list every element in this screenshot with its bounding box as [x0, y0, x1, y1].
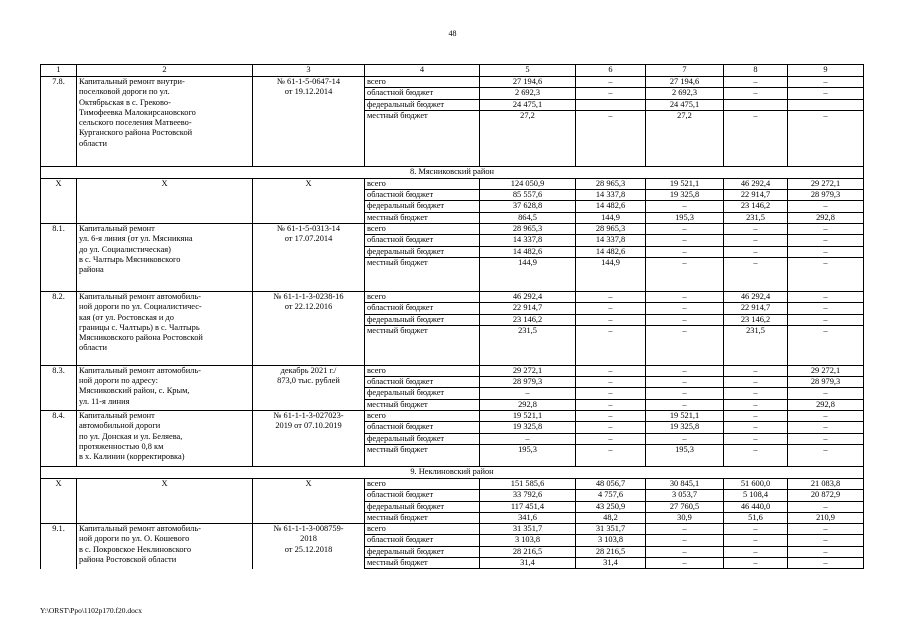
item-name-line: Капитальный ремонт автомобиль-	[79, 365, 201, 375]
document-ref-line: 2019 от 07.10.2019	[275, 421, 342, 431]
item-name-line: района	[79, 265, 104, 275]
value-cell: 3 103,8	[576, 535, 646, 546]
value-cell: 33 792,6	[480, 490, 576, 501]
value-cell: 85 557,6	[480, 190, 576, 201]
value-cell: –	[788, 325, 864, 365]
value-cell: –	[480, 433, 576, 444]
value-cell: –	[646, 388, 724, 399]
item-name-line: Капитальный ремонт внутри-	[79, 77, 185, 86]
item-name-line: границы с. Чалтырь) в с. Чалтырь	[79, 322, 200, 332]
value-cell: –	[646, 558, 724, 569]
budget-type: местный бюджет	[365, 110, 480, 166]
value-cell: 14 337,8	[576, 190, 646, 201]
document-ref	[253, 524, 365, 569]
table-row	[41, 178, 864, 189]
value-cell: 231,5	[724, 212, 788, 223]
item-name	[77, 365, 253, 410]
value-cell: 124 050,9	[480, 178, 576, 189]
district-row	[41, 166, 864, 178]
document-ref: Х	[253, 478, 365, 523]
item-number: 7.8.	[41, 77, 77, 167]
item-name-line: протяженностью 0,8 км	[79, 441, 164, 451]
value-cell: –	[724, 558, 788, 569]
value-cell: 144,9	[480, 257, 576, 291]
value-cell: –	[788, 535, 864, 546]
value-cell: 24 475,1	[646, 99, 724, 110]
document-ref	[253, 365, 365, 410]
document-ref-line: 873,0 тыс. рублей	[277, 376, 340, 386]
item-name	[77, 411, 253, 467]
item-name-line: в с. Чалтырь Мясниковского	[79, 254, 181, 264]
header-cell: 2	[77, 65, 253, 77]
district-title: 9. Неклиновский район	[41, 466, 864, 478]
value-cell: –	[724, 399, 788, 410]
value-cell: –	[788, 291, 864, 302]
item-name-line: ной дороги по ул. О. Кошевого	[79, 534, 190, 544]
value-cell: 27 194,6	[646, 77, 724, 88]
value-cell: 231,5	[724, 325, 788, 365]
item-name: Х	[77, 178, 253, 223]
header-cell: 5	[480, 65, 576, 77]
value-cell: 27 760,5	[646, 501, 724, 512]
item-name-line: в х. Калинин (корректировка)	[79, 452, 185, 462]
budget-type: областной бюджет	[365, 490, 480, 501]
item-name-line: Капитальный ремонт автомобиль-	[79, 524, 201, 534]
value-cell: 19 325,8	[646, 190, 724, 201]
footer-path: Y:\ORST\Ppo\1102p170.f20.docx	[40, 606, 142, 615]
value-cell: 14 482,6	[480, 246, 576, 257]
budget-type: федеральный бюджет	[365, 99, 480, 110]
table-row	[41, 478, 864, 489]
budget-type: местный бюджет	[365, 257, 480, 291]
value-cell: 341,6	[480, 512, 576, 523]
document-ref-line: от 25.12.2018	[284, 544, 333, 554]
header-cell: 4	[365, 65, 480, 77]
value-cell: –	[788, 501, 864, 512]
value-cell: –	[576, 314, 646, 325]
document-ref-line: № 61-1-1-3-008759-	[273, 524, 344, 534]
header-cell: 3	[253, 65, 365, 77]
item-name-line: Мясниковский район, с. Крым,	[79, 386, 190, 396]
value-cell: 48,2	[576, 512, 646, 523]
value-cell: 195,3	[646, 444, 724, 466]
value-cell: 195,3	[646, 212, 724, 223]
value-cell: 27,2	[480, 110, 576, 166]
value-cell: 14 482,6	[576, 201, 646, 212]
budget-type: областной бюджет	[365, 303, 480, 314]
district-row	[41, 466, 864, 478]
budget-type: областной бюджет	[365, 190, 480, 201]
header-cell: 8	[724, 65, 788, 77]
item-name-line: Капитальный ремонт автомобиль-	[79, 291, 201, 301]
value-cell: 292,8	[788, 399, 864, 410]
document-ref-line: 2018	[300, 534, 317, 544]
table-row	[41, 224, 864, 235]
table-row	[41, 524, 864, 535]
value-cell: –	[724, 546, 788, 557]
value-cell: –	[724, 110, 788, 166]
budget-type: местный бюджет	[365, 512, 480, 523]
value-cell: –	[724, 224, 788, 235]
value-cell: 46 292,4	[724, 178, 788, 189]
district-title: 8. Мясниковский район	[41, 166, 864, 178]
value-cell: –	[646, 325, 724, 365]
value-cell: 14 337,8	[576, 235, 646, 246]
value-cell: 19 325,8	[646, 422, 724, 433]
value-cell: –	[576, 399, 646, 410]
value-cell: 28 979,3	[788, 377, 864, 388]
header-cell: 6	[576, 65, 646, 77]
value-cell: –	[576, 365, 646, 376]
value-cell: 29 272,1	[788, 365, 864, 376]
value-cell: –	[788, 422, 864, 433]
header-cell: 9	[788, 65, 864, 77]
value-cell: 151 585,6	[480, 478, 576, 489]
budget-type: всего	[365, 291, 480, 302]
value-cell: –	[788, 411, 864, 422]
value-cell: –	[788, 524, 864, 535]
document-ref-line: № 61-1-5-0313-14	[276, 224, 341, 234]
value-cell: 23 146,2	[480, 314, 576, 325]
budget-type: всего	[365, 77, 480, 88]
value-cell: 14 337,8	[480, 235, 576, 246]
item-name-line: Капитальный ремонт	[79, 411, 155, 421]
value-cell: 51 600,0	[724, 478, 788, 489]
value-cell: 23 146,2	[724, 314, 788, 325]
value-cell: 27 194,6	[480, 77, 576, 88]
value-cell: –	[788, 224, 864, 235]
item-number: 9.1.	[41, 524, 77, 569]
value-cell: –	[646, 524, 724, 535]
value-cell: 3 053,7	[646, 490, 724, 501]
budget-type: областной бюджет	[365, 377, 480, 388]
value-cell: 28 979,3	[480, 377, 576, 388]
value-cell: –	[788, 303, 864, 314]
value-cell: –	[646, 246, 724, 257]
table-row	[41, 291, 864, 302]
item-number: 8.3.	[41, 365, 77, 410]
budget-type: федеральный бюджет	[365, 501, 480, 512]
value-cell: 22 914,7	[724, 190, 788, 201]
value-cell: 19 521,1	[480, 411, 576, 422]
budget-type: местный бюджет	[365, 558, 480, 569]
item-name-line: Октябрьская в с. Греково-	[79, 97, 171, 107]
value-cell: –	[724, 377, 788, 388]
item-name-line: поселковой дороги по ул.	[79, 87, 170, 97]
value-cell: –	[646, 224, 724, 235]
budget-type: всего	[365, 224, 480, 235]
value-cell: 5 108,4	[724, 490, 788, 501]
budget-type: федеральный бюджет	[365, 314, 480, 325]
page-number: 48	[448, 29, 457, 38]
value-cell: 24 475,1	[480, 99, 576, 110]
budget-type: местный бюджет	[365, 325, 480, 365]
value-cell: –	[724, 444, 788, 466]
item-name-line: по ул. Донская и ул. Беляева,	[79, 431, 183, 441]
item-number: 8.4.	[41, 411, 77, 467]
value-cell: –	[724, 235, 788, 246]
value-cell: –	[646, 399, 724, 410]
value-cell: –	[576, 422, 646, 433]
item-name-line: сельского поселения Матвеево-	[79, 118, 192, 128]
item-name	[77, 524, 253, 569]
value-cell: 20 872,9	[788, 490, 864, 501]
item-name-line: ной дороги по адресу:	[79, 376, 158, 386]
value-cell: 195,3	[480, 444, 576, 466]
value-cell: 292,8	[480, 399, 576, 410]
document-ref	[253, 291, 365, 365]
value-cell: –	[646, 314, 724, 325]
budget-type: областной бюджет	[365, 235, 480, 246]
value-cell: 14 482,6	[576, 246, 646, 257]
value-cell: –	[646, 235, 724, 246]
budget-type: всего	[365, 178, 480, 189]
value-cell: –	[724, 422, 788, 433]
value-cell: 19 325,8	[480, 422, 576, 433]
value-cell: 292,8	[788, 212, 864, 223]
item-name: Х	[77, 478, 253, 523]
budget-type: всего	[365, 524, 480, 535]
item-name-line: района Ростовской области	[79, 555, 177, 565]
document-ref-line: № 61-1-1-3-027023-	[273, 411, 344, 421]
value-cell: –	[788, 246, 864, 257]
value-cell: 31 351,7	[576, 524, 646, 535]
value-cell: 30,9	[646, 512, 724, 523]
value-cell: –	[576, 88, 646, 99]
value-cell: 46 440,0	[724, 501, 788, 512]
item-name	[77, 224, 253, 292]
budget-table	[40, 64, 864, 569]
value-cell: –	[788, 558, 864, 569]
value-cell: 2 692,3	[480, 88, 576, 99]
value-cell: 28 979,3	[788, 190, 864, 201]
value-cell: –	[480, 388, 576, 399]
value-cell: –	[576, 110, 646, 166]
item-number: 8.1.	[41, 224, 77, 292]
value-cell: –	[724, 88, 788, 99]
table-row	[41, 411, 864, 422]
value-cell: –	[788, 77, 864, 88]
item-name-line: ул. 6-я линия (от ул. Мясникяна	[79, 234, 193, 244]
header-row	[41, 65, 864, 77]
value-cell: 210,9	[788, 512, 864, 523]
item-name-line: кая (от ул. Ростовская и до	[79, 312, 174, 322]
budget-type: областной бюджет	[365, 422, 480, 433]
value-cell: –	[646, 291, 724, 302]
value-cell	[788, 99, 864, 110]
item-name-line: ул. 11-я линия	[79, 396, 130, 406]
value-cell: –	[646, 535, 724, 546]
value-cell: –	[724, 411, 788, 422]
header-cell: 7	[646, 65, 724, 77]
item-name-line: области	[79, 343, 107, 353]
value-cell: –	[576, 377, 646, 388]
value-cell: 231,5	[480, 325, 576, 365]
item-name-line: Капитальный ремонт	[79, 224, 155, 234]
value-cell: 28 216,5	[576, 546, 646, 557]
value-cell: 4 757,6	[576, 490, 646, 501]
value-cell: –	[646, 433, 724, 444]
value-cell: –	[576, 303, 646, 314]
value-cell: –	[724, 77, 788, 88]
budget-type: всего	[365, 411, 480, 422]
value-cell: –	[788, 433, 864, 444]
value-cell: 28 965,3	[576, 178, 646, 189]
item-name-line: Курганского района Ростовской	[79, 128, 193, 138]
budget-type: всего	[365, 365, 480, 376]
item-name	[77, 77, 253, 167]
value-cell: 144,9	[576, 212, 646, 223]
value-cell	[724, 99, 788, 110]
value-cell: 43 250,9	[576, 501, 646, 512]
value-cell: –	[724, 433, 788, 444]
value-cell: 19 521,1	[646, 178, 724, 189]
value-cell: –	[576, 291, 646, 302]
value-cell: 27,2	[646, 110, 724, 166]
value-cell: –	[788, 388, 864, 399]
budget-type: областной бюджет	[365, 88, 480, 99]
value-cell: 28 965,3	[576, 224, 646, 235]
value-cell: –	[724, 388, 788, 399]
value-cell: –	[788, 257, 864, 291]
header-cell: 1	[41, 65, 77, 77]
value-cell: –	[724, 246, 788, 257]
item-name-line: до ул. Социалистическая)	[79, 244, 171, 254]
document-ref-line: от 19.12.2014	[284, 87, 333, 97]
item-name-line: ной дороги по ул. Социалистичес-	[79, 302, 202, 312]
value-cell: –	[788, 546, 864, 557]
table-row	[41, 77, 864, 88]
value-cell: 28 216,5	[480, 546, 576, 557]
value-cell: 28 965,3	[480, 224, 576, 235]
value-cell: 19 521,1	[646, 411, 724, 422]
value-cell: –	[646, 201, 724, 212]
document-ref-line: от 17.07.2014	[284, 234, 333, 244]
value-cell: –	[788, 110, 864, 166]
item-name-line: Тимофеевка Малокирсановского	[79, 107, 196, 117]
budget-type: федеральный бюджет	[365, 388, 480, 399]
value-cell: –	[788, 314, 864, 325]
item-name-line: в с. Покровское Неклиновского	[79, 544, 192, 554]
value-cell: –	[788, 201, 864, 212]
item-name	[77, 291, 253, 365]
document-ref	[253, 77, 365, 167]
budget-type: местный бюджет	[365, 444, 480, 466]
value-cell	[576, 99, 646, 110]
value-cell: –	[646, 365, 724, 376]
value-cell: 23 146,2	[724, 201, 788, 212]
value-cell: –	[788, 444, 864, 466]
budget-type: местный бюджет	[365, 399, 480, 410]
document-ref-line: от 22.12.2016	[284, 302, 333, 312]
item-number: Х	[41, 178, 77, 223]
item-name-line: автомобильной дороги	[79, 421, 161, 431]
value-cell: –	[646, 546, 724, 557]
value-cell: 31,4	[480, 558, 576, 569]
value-cell: 2 692,3	[646, 88, 724, 99]
value-cell: –	[788, 235, 864, 246]
value-cell: –	[576, 444, 646, 466]
budget-type: федеральный бюджет	[365, 201, 480, 212]
value-cell: –	[724, 365, 788, 376]
value-cell: –	[576, 388, 646, 399]
value-cell: –	[646, 377, 724, 388]
value-cell: 31,4	[576, 558, 646, 569]
value-cell: 30 845,1	[646, 478, 724, 489]
value-cell: –	[646, 257, 724, 291]
value-cell: –	[576, 325, 646, 365]
budget-type: федеральный бюджет	[365, 433, 480, 444]
value-cell: 22 914,7	[724, 303, 788, 314]
document-ref-line: № 61-1-5-0647-14	[276, 77, 341, 86]
value-cell: 22 914,7	[480, 303, 576, 314]
value-cell: 117 451,4	[480, 501, 576, 512]
document-ref	[253, 411, 365, 467]
value-cell: 37 628,8	[480, 201, 576, 212]
budget-type: федеральный бюджет	[365, 546, 480, 557]
value-cell: –	[576, 433, 646, 444]
item-number: 8.2.	[41, 291, 77, 365]
budget-type: всего	[365, 478, 480, 489]
value-cell: 3 103,8	[480, 535, 576, 546]
value-cell: 21 083,8	[788, 478, 864, 489]
value-cell: 29 272,1	[788, 178, 864, 189]
value-cell: 48 056,7	[576, 478, 646, 489]
value-cell: –	[576, 411, 646, 422]
item-number: Х	[41, 478, 77, 523]
value-cell: –	[788, 88, 864, 99]
value-cell: 46 292,4	[724, 291, 788, 302]
item-name-line: области	[79, 138, 107, 148]
value-cell: –	[646, 303, 724, 314]
item-name-line: Мясниковского района Ростовской	[79, 333, 203, 343]
value-cell: 864,5	[480, 212, 576, 223]
budget-type: областной бюджет	[365, 535, 480, 546]
value-cell: 144,9	[576, 257, 646, 291]
budget-type: федеральный бюджет	[365, 246, 480, 257]
value-cell: 29 272,1	[480, 365, 576, 376]
document-ref: Х	[253, 178, 365, 223]
value-cell: 46 292,4	[480, 291, 576, 302]
value-cell: –	[724, 535, 788, 546]
value-cell: 31 351,7	[480, 524, 576, 535]
table-row	[41, 365, 864, 376]
document-ref	[253, 224, 365, 292]
value-cell: –	[576, 77, 646, 88]
value-cell: –	[724, 524, 788, 535]
document-ref-line: декабрь 2021 г./	[280, 365, 337, 375]
budget-type: местный бюджет	[365, 212, 480, 223]
document-ref-line: № 61-1-1-3-0238-16	[273, 291, 344, 301]
value-cell: 51,6	[724, 512, 788, 523]
value-cell: –	[724, 257, 788, 291]
